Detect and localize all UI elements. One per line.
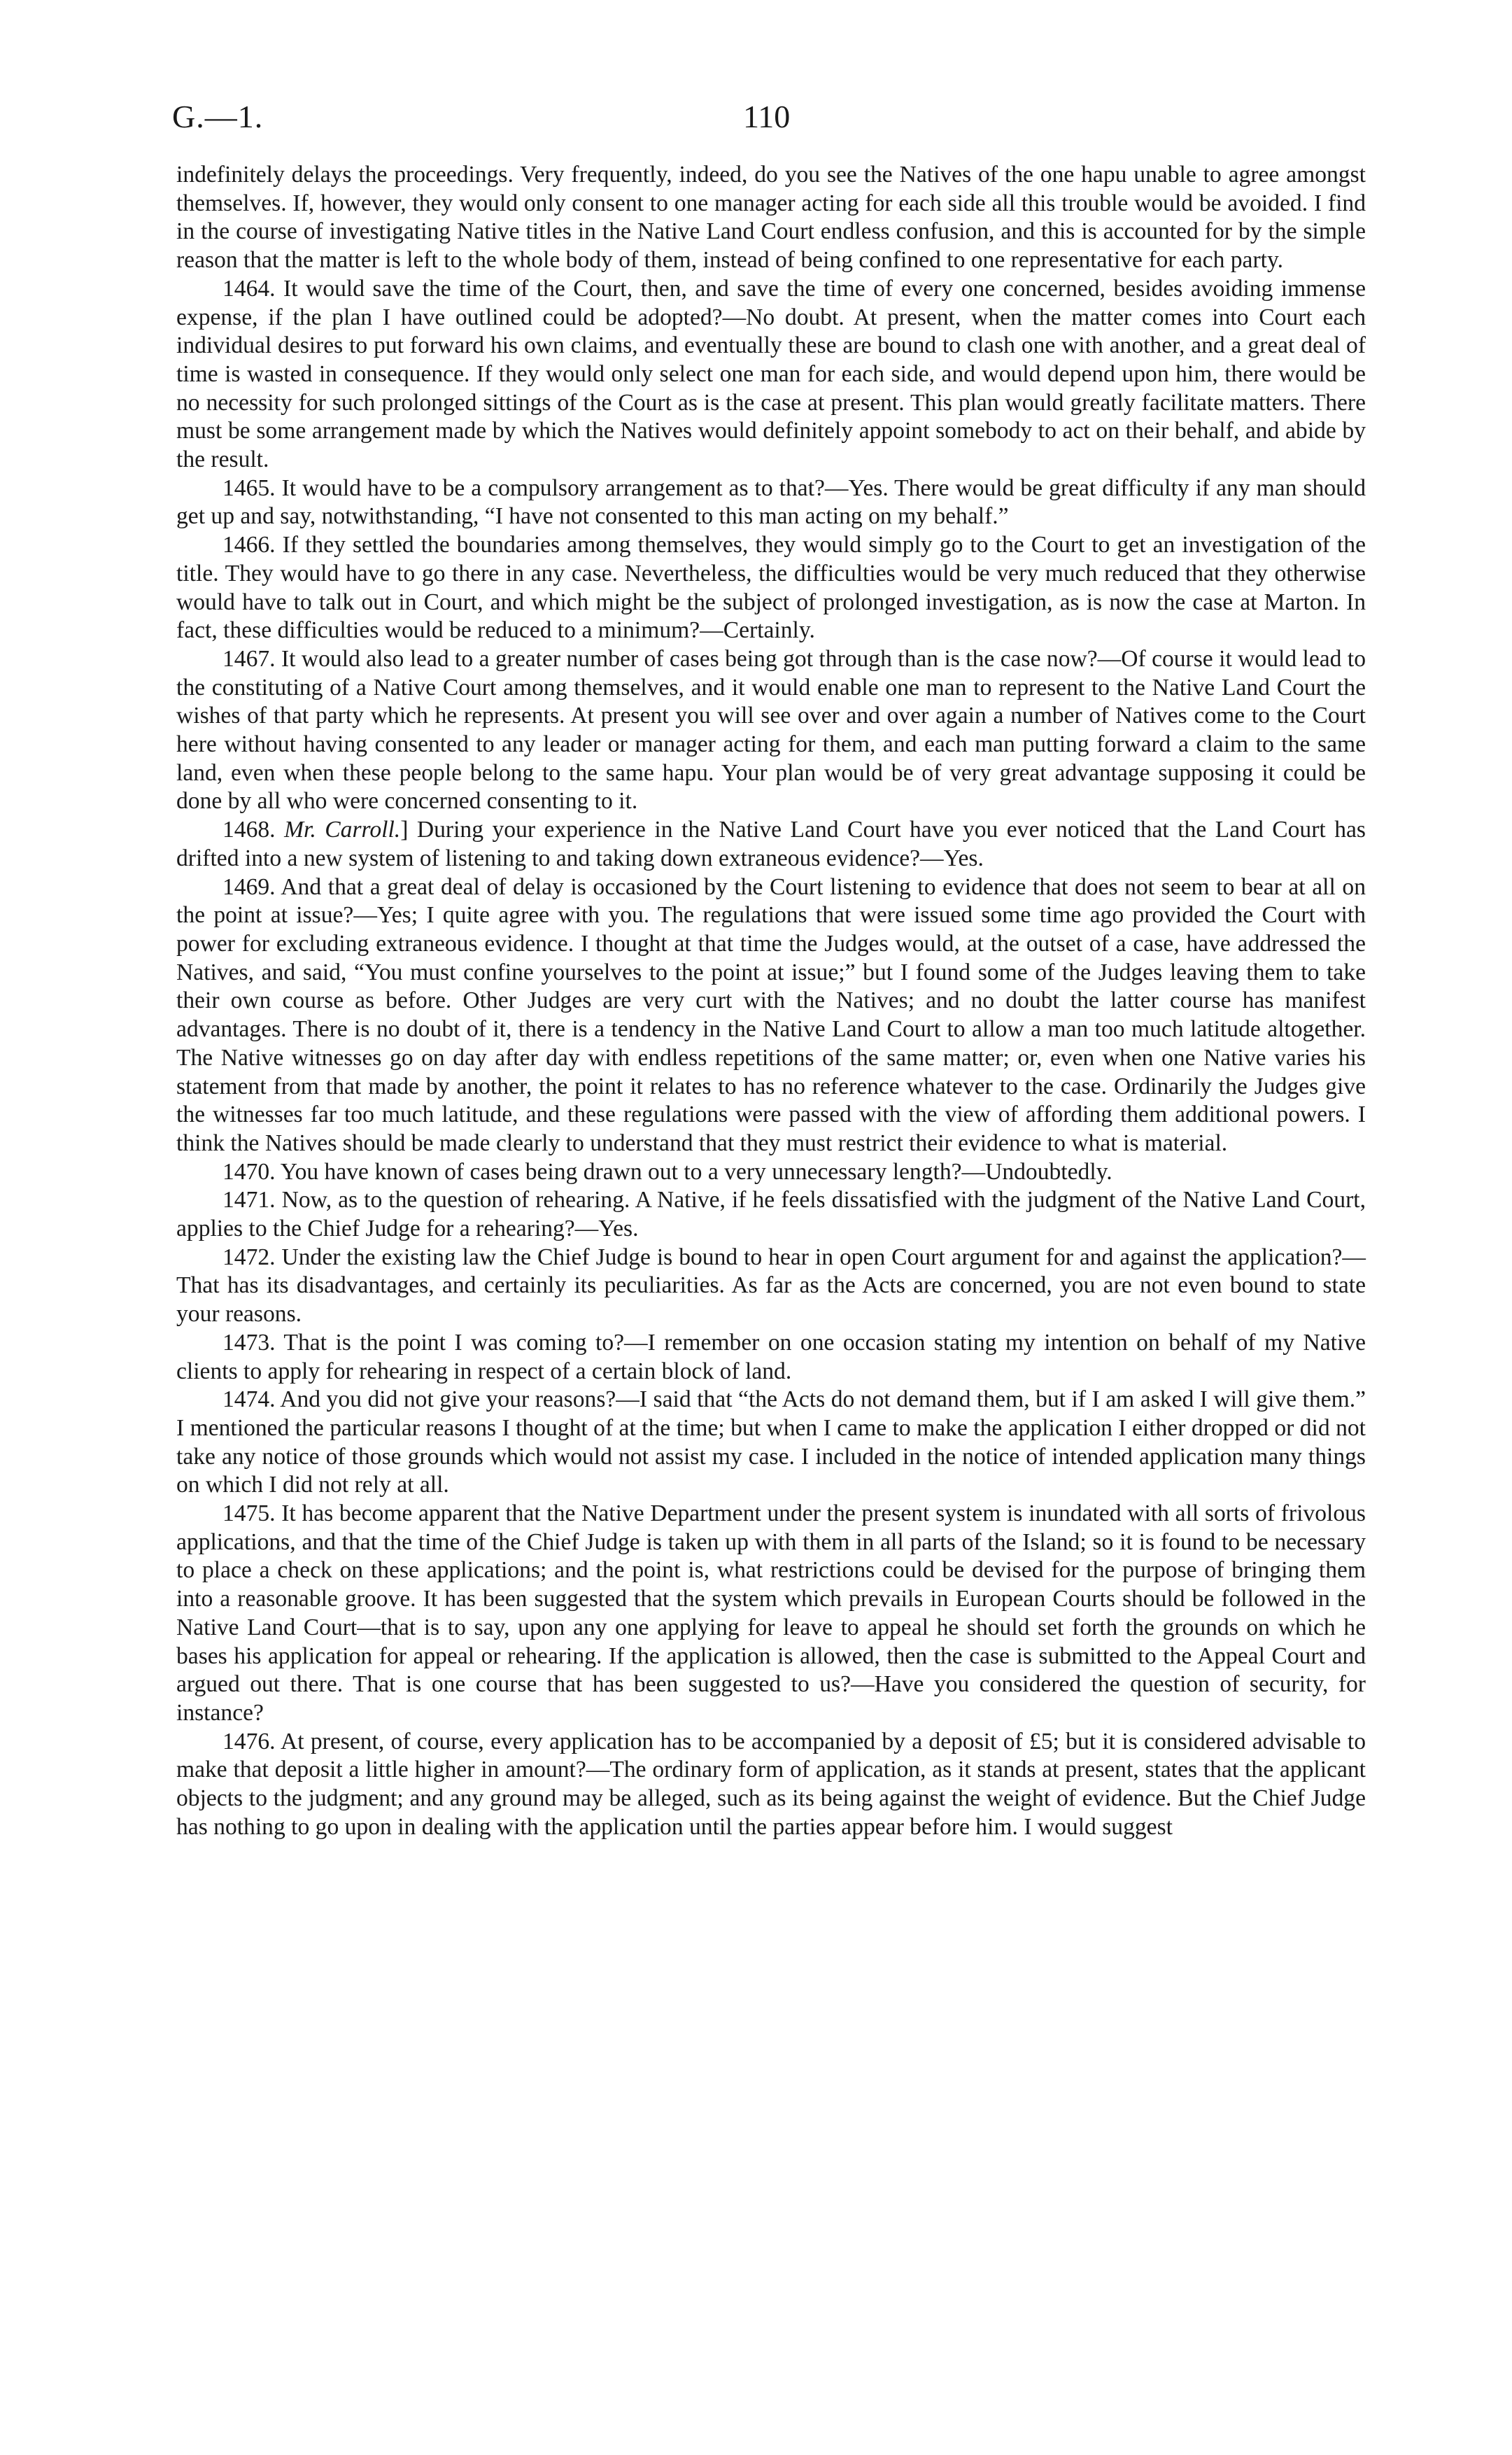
paragraph: 1466. If they settled the boundaries among themselves, they would simply go to the Court to get an investigation of the title. They would have to go there in any case. Nevertheless, the difficulties would be very much reduced that they otherwise would have to talk out in Court, and which might be the subject of prolonged investigation, as is now the case at Marton. In fact, these difficulties would be reduced to a minimum?—Certainly. [176, 532, 1366, 644]
paragraph: 1464. It would save the time of the Court, then, and save the time of every one concerned, besides avoiding immense expense, if the plan I have outlined could be adopted?—No doubt. At present, when the matter comes into Court each individual desires to put forward his own claims, and eventually these are bound to clash one with another, and a great deal of time is wasted in consequence. If they would only select one man for each side, and would depend upon him, there would be no necessity for such prolonged sittings of the Court as is the case at present. This plan would greatly facilitate matters. There must be some arrangement made by which the Natives would definitely appoint somebody to act on their behalf, and abide by the result. [176, 275, 1366, 473]
paragraph: 1469. And that a great deal of delay is occasioned by the Court listening to evidence that does not seem to bear at all on the point at issue?—Yes; I quite agree with you. The regulations that were issued some time ago provided the Court with power for excluding extraneous evidence. I thought at that time the Judges would, at the outset of a case, have addressed the Natives, and said, “You must confine yourselves to the point at issue;” but I found some of the Judges leaving them to take their own course as before. Other Judges are very curt with the Natives; and no doubt the latter course has manifest advantages. There is no doubt of it, there is a tendency in the Native Land Court to allow a man too much latitude altogether. The Native witnesses go on day after day with endless repetitions of the same matter; or, even when one Native varies his statement from that made by another, the point it relates to has no reference whatever to the case. Ordinarily the Judges give the witnesses far too much latitude, and these regulations were passed with the view of affording them additional powers. I think the Natives should be made clearly to understand that they must restrict their evidence to what is material. [176, 873, 1366, 1156]
paragraph: 1475. It has become apparent that the Native Department under the present system is inundated with all sorts of frivolous applications, and that the time of the Chief Judge is taken up with them in all parts of the Island; so it is found to be necessary to place a check on these applications; and the point is, what restrictions could be devised for the purpose of bringing them into a reasonable groove. It has been suggested that the system which prevails in European Courts should be followed in the Native Land Court—that is to say, upon any one applying for leave to appeal he should set forth the grounds on which he bases his application for appeal or rehearing. If the application is allowed, then the case is submitted to the Appeal Court and argued out there. That is one course that has been suggested to us?—Have you considered the question of security, for instance? [176, 1500, 1366, 1726]
paragraph: 1470. You have known of cases being drawn out to a very unnecessary length?—Undoubtedly. [222, 1158, 1112, 1185]
paragraph [176, 816, 1366, 873]
page-number: 110 [743, 99, 791, 134]
paragraph: indefinitely delays the proceedings. Very frequently, indeed, do you see the Natives of the one hapu unable to agree amongst themselves. If, however, they would only consent to one manager acting for each side all this trouble would be avoided. I find in the course of investigating Native titles in the Native Land Court endless confusion, and this is accounted for by the simple reason that the matter is left to the whole body of them, instead of being confined to one representative for each party. [176, 162, 1366, 274]
paragraph: 1472. Under the existing law the Chief Judge is bound to hear in open Court argument for and against the application?—That has its disadvantages, and certainly its peculiarities. As far as the Acts are concerned, you are not even bound to state your reasons. [176, 1244, 1366, 1328]
paragraph: 1471. Now, as to the question of rehearing. A Native, if he feels dissatisfied with the judgment of the Native Land Court, applies to the Chief Judge for a rehearing?—Yes. [176, 1187, 1366, 1242]
speaker-name: Mr. Carroll. [284, 817, 401, 843]
paragraph: 1476. At present, of course, every application has to be accompanied by a deposit of £5; but it is considered advisable to make that deposit a little higher in amount?—The ordinary form of application, as it stands at present, states that the applicant objects to the judgment; and any ground may be alleged, such as its being against the weight of evidence. But the Chief Judge has nothing to go upon in dealing with the application until the parties appear before him. I would suggest [176, 1728, 1366, 1840]
document-page [172, 98, 1366, 1841]
paragraph-text: ] During your experience in the Native Land Court have you ever noticed that the Land Court has drifted into a new system of listening to and taking down extraneous evidence?—Yes. [176, 817, 1366, 871]
paragraph: 1467. It would also lead to a greater number of cases being got through than is the case now?—Of course it would lead to the constituting of a Native Court among themselves, and it would enable one man to represent to the Native Land Court the wishes of that party which he represents. At present you will see over and over again a number of Natives come to the Court here without having consented to any leader or manager acting for them, and each man putting forward a claim to the same land, even when these people belong to the same hapu. Your plan would be of very great advantage supposing it could be done by all who were concerned consenting to it. [176, 645, 1366, 815]
series-reference: G.—1. [172, 99, 264, 134]
paragraph: 1465. It would have to be a compulsory arrangement as to that?—Yes. There would be great difficulty if any man should get up and say, notwithstanding, “I have not consented to this man acting on my behalf.” [176, 474, 1366, 530]
page-header [172, 98, 1366, 147]
paragraph: 1473. That is the point I was coming to?—I remember on one occasion stating my intention on behalf of my Native clients to apply for rehearing in respect of a certain block of land. [176, 1329, 1366, 1384]
paragraph: 1474. And you did not give your reasons?—I said that “the Acts do not demand them, but if I am asked I will give them.” I mentioned the particular reasons I thought of at the time; but when I came to make the application I either dropped or did not take any notice of those grounds which would not assist my case. I included in the notice of intended application many things on which I did not rely at all. [176, 1386, 1366, 1498]
question-number: 1468. [222, 817, 276, 843]
document-body [176, 161, 1366, 1841]
